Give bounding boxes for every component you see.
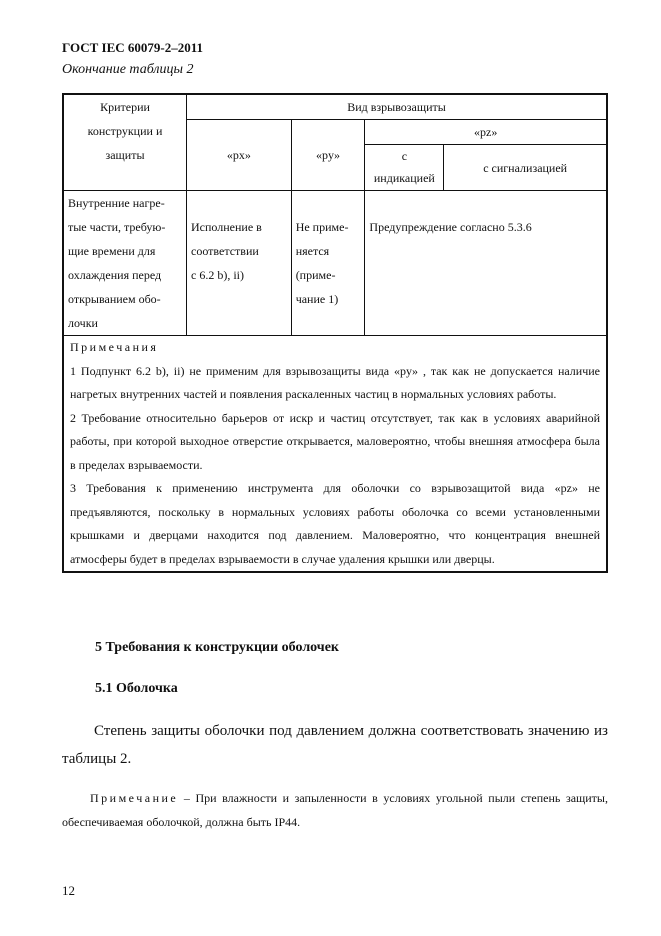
header-criteria: Критерии конструкции и защиты <box>63 94 187 191</box>
notes-row <box>63 336 607 573</box>
section-5-title: 5 Требования к конструкции оболочек <box>95 640 339 655</box>
note-2: 2 Требование относительно барьеров от искр и частиц отсутствует, так как в условиях аварийной работы, при которой выходное отверстие открывается, маловероятно, чтобы внешняя атмосфера была в пределах взрываемости. <box>70 410 600 472</box>
criteria-table <box>62 93 608 573</box>
notes-cell <box>63 336 607 573</box>
row-criteria: Внутренние нагре- тые части, требую- щие времени для охлаждения перед открыванием обо- лочки <box>63 191 187 336</box>
section-5-1-paragraph: Степень защиты оболочки под давлением должна соответствовать значению из таблицы 2. <box>62 723 608 767</box>
page-number: 12 <box>62 883 75 898</box>
note-3: 3 Требования к применению инструмента для оболочки со взрывозащитой вида «pz» не предъявляются, поскольку в нормальных условиях работы оболочка со всеми установленными крышками и дверцами находится под давлением. Маловероятно, что концентрация внешней атмосферы будет в пределах взрываемости в случае удаления крышки или дверцы. <box>70 481 600 566</box>
header-py: «py» <box>291 120 365 191</box>
section-5-1-title: 5.1 Оболочка <box>95 681 178 696</box>
note-1: 1 Подпункт 6.2 b), ii) не применим для взрывозащиты вида «py» , так как не допускается наличие нагретых внутренних частей и появления раскаленных частиц в нормальных условиях работы. <box>70 363 600 401</box>
header-px: «px» <box>187 120 292 191</box>
note-label: Примечание <box>90 791 179 805</box>
standard-number: ГОСТ IEC 60079-2–2011 <box>62 40 204 55</box>
table-row <box>63 191 607 336</box>
table-caption: Окончание таблицы 2 <box>62 62 194 77</box>
header-pz-indication: с индикацией <box>365 145 444 191</box>
header-protection-type: Вид взрывозащиты <box>187 94 608 120</box>
section-5-1-note <box>62 786 608 834</box>
header-pz: «pz» <box>365 120 607 145</box>
note-text: – При влажности и запыленности в условиях угольной пыли степень защиты, обеспечиваемая оболочкой, должна быть IP44. <box>62 791 608 829</box>
row-px: Исполнение в соответствии с 6.2 b), ii) <box>187 191 292 336</box>
row-pz: Предупреждение согласно 5.3.6 <box>365 191 607 336</box>
row-py: Не приме- няется (приме- чание 1) <box>291 191 365 336</box>
notes-title: Примечания <box>70 340 159 354</box>
header-pz-alarm: с сигнализацией <box>444 145 607 191</box>
